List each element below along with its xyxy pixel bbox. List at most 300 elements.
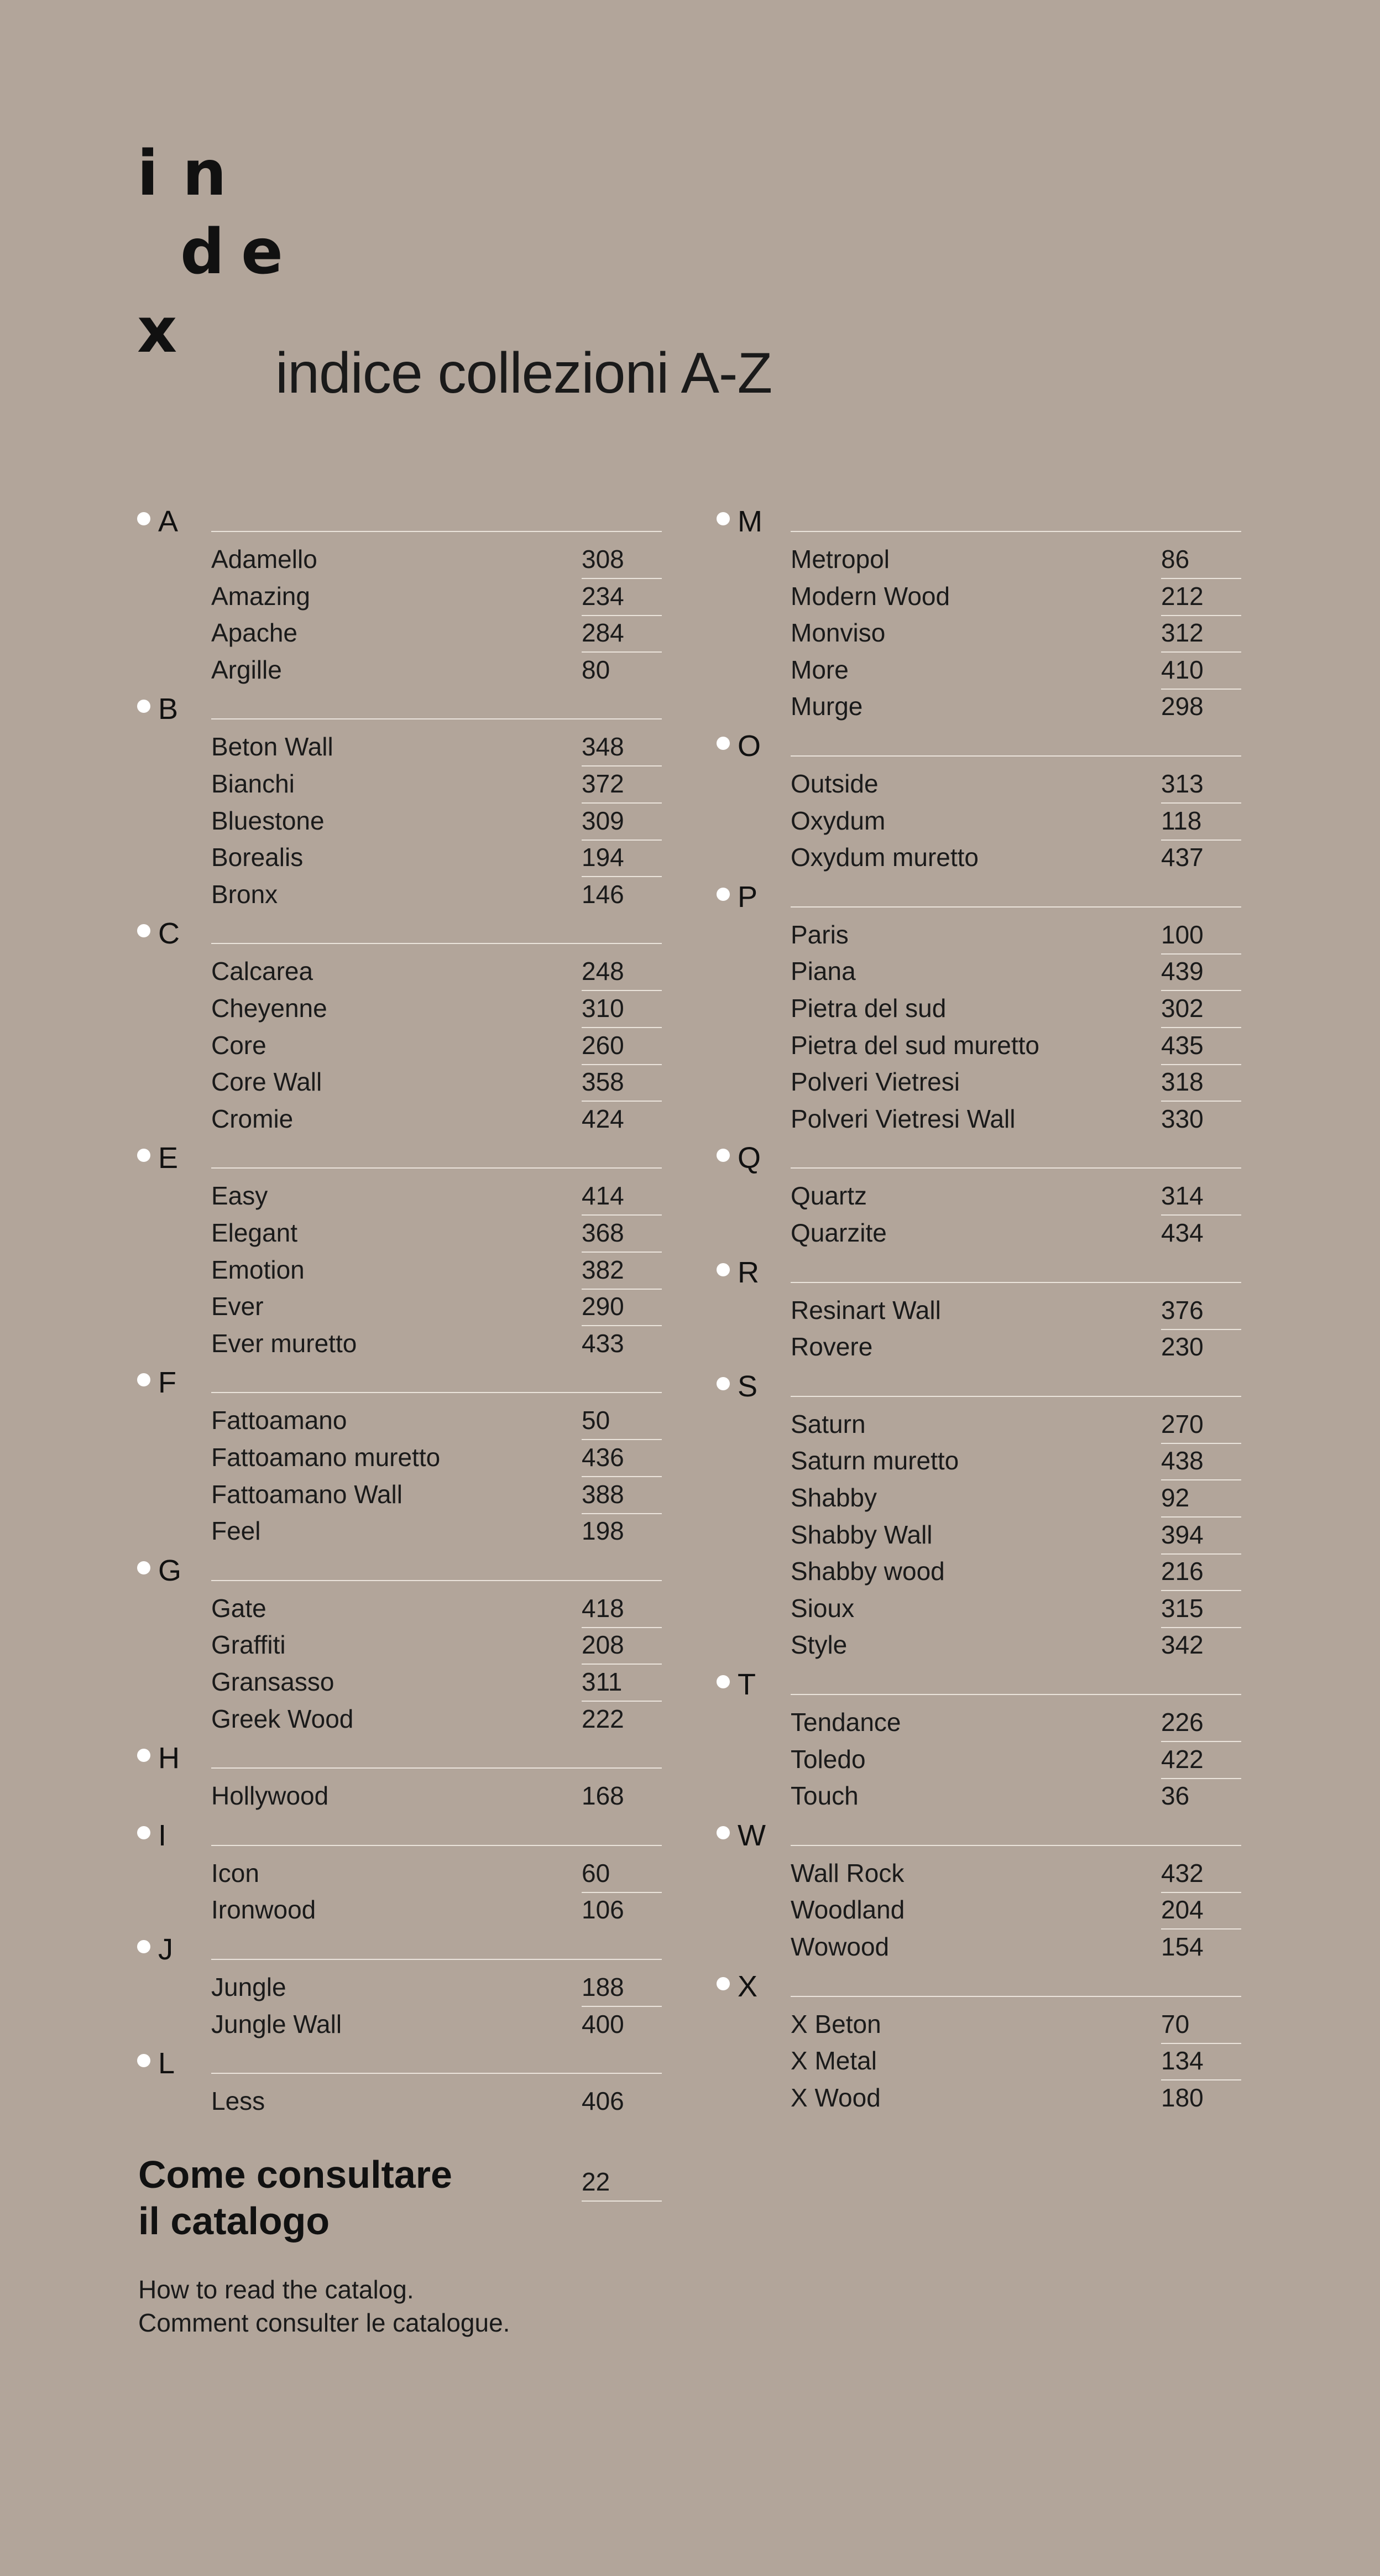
index-entry [791, 1857, 1241, 1894]
entry-name: Jungle [211, 1973, 286, 2001]
section-header [717, 1969, 1241, 2008]
entry-page-number: 376 [1161, 1295, 1204, 1324]
entry-name: Easy [211, 1181, 268, 1211]
entry-page-number: 400 [582, 2009, 624, 2038]
section-header [137, 2046, 662, 2085]
section-header [137, 1932, 662, 1971]
logo-letter-d: d [180, 216, 225, 288]
entry-rule [582, 839, 662, 841]
index-entry [211, 805, 662, 841]
index-entry [791, 1743, 1241, 1780]
entry-name: Argille [211, 655, 282, 684]
section-rule [211, 718, 662, 719]
entry-rule [582, 1214, 662, 1216]
entry-rule [1161, 1443, 1241, 1444]
entry-rule [582, 990, 662, 991]
index-entry [211, 1029, 662, 1066]
entry-page-number: 310 [582, 993, 624, 1023]
entry-name: Resinart Wall [791, 1295, 941, 1324]
entry-name: Bluestone [211, 806, 325, 835]
index-entry [791, 1103, 1241, 1139]
entry-name: Icon [211, 1858, 259, 1887]
index-entry [211, 1290, 662, 1327]
index-entry [211, 1857, 662, 1894]
bullet-dot-icon [137, 1149, 150, 1162]
index-entry [791, 1592, 1241, 1629]
index-entry [791, 1180, 1241, 1216]
index-entry [791, 1331, 1241, 1367]
entry-name: Elegant [211, 1218, 298, 1247]
entry-rule [582, 1252, 662, 1253]
entry-page-number: 100 [1161, 920, 1204, 949]
section-header [137, 504, 662, 543]
section-letter: R [738, 1255, 759, 1289]
bullet-dot-icon [717, 1149, 730, 1162]
section-letter: X [738, 1969, 758, 2003]
section-rule [211, 531, 662, 532]
section-header [717, 504, 1241, 543]
entry-page-number: 315 [1161, 1593, 1204, 1623]
entry-page-number: 418 [582, 1593, 624, 1623]
index-entry [791, 690, 1241, 727]
how-to-read-title-line1: Come consultare [138, 2153, 452, 2196]
index-entry [791, 1029, 1241, 1066]
entry-page-number: 212 [1161, 581, 1204, 611]
entry-page-number: 309 [582, 806, 624, 835]
index-entry [791, 1066, 1241, 1102]
entry-name: Amazing [211, 581, 310, 611]
bullet-dot-icon [717, 888, 730, 901]
entry-page-number: 372 [582, 769, 624, 798]
entry-name: Style [791, 1630, 848, 1660]
section-header [137, 692, 662, 731]
index-entry [791, 654, 1241, 690]
entry-name: Bronx [211, 879, 278, 909]
section-rule [211, 1845, 662, 1846]
index-entry [211, 768, 662, 804]
bullet-dot-icon [137, 2054, 150, 2067]
entry-name: Modern Wood [791, 581, 950, 611]
entry-name: Emotion [211, 1255, 305, 1284]
entry-page-number: 36 [1161, 1781, 1190, 1811]
entry-name: Oxydum muretto [791, 843, 979, 872]
section-rule [211, 1580, 662, 1581]
section-rule [791, 1396, 1241, 1397]
section-header [717, 729, 1241, 768]
entry-name: Oxydum [791, 806, 886, 835]
entry-page-number: 382 [582, 1255, 624, 1284]
index-entry [211, 955, 662, 992]
entry-rule [582, 1439, 662, 1440]
entry-name: Beton Wall [211, 732, 333, 762]
index-entry [211, 1103, 662, 1139]
entry-page-number: 80 [582, 655, 610, 684]
entry-rule [1161, 953, 1241, 955]
index-entry [211, 1180, 662, 1216]
entry-rule [582, 1476, 662, 1477]
entry-page-number: 439 [1161, 957, 1204, 986]
entry-rule [582, 1325, 662, 1326]
entry-rule [1161, 839, 1241, 841]
entry-name: Saturn [791, 1409, 866, 1438]
index-entry [211, 580, 662, 617]
index-entry [791, 1706, 1241, 1743]
section-header [137, 1365, 662, 1404]
entry-rule [582, 1892, 662, 1893]
entry-name: Graffiti [211, 1630, 286, 1660]
index-entry [211, 878, 662, 915]
section-rule [211, 943, 662, 944]
section-letter: W [738, 1818, 766, 1852]
index-entry [791, 1294, 1241, 1331]
entry-page-number: 50 [582, 1406, 610, 1435]
entry-page-number: 134 [1161, 2046, 1204, 2076]
section-header [717, 1369, 1241, 1408]
section-letter: L [158, 2047, 175, 2080]
index-entry [791, 1629, 1241, 1665]
section-header [137, 1553, 662, 1592]
entry-page-number: 146 [582, 879, 624, 909]
entry-name: Touch [791, 1781, 859, 1811]
entry-name: X Wood [791, 2083, 881, 2112]
entry-page-number: 188 [582, 1973, 624, 2001]
index-entry [791, 580, 1241, 617]
entry-page-number: 226 [1161, 1708, 1204, 1737]
entry-page-number: 86 [1161, 545, 1190, 573]
index-entry [211, 654, 662, 690]
how-to-read-title-line2: il catalogo [138, 2199, 330, 2243]
entry-name: Core [211, 1030, 266, 1060]
section-header [137, 1141, 662, 1180]
bullet-dot-icon [717, 1826, 730, 1839]
page-subtitle: indice collezioni A-Z [275, 341, 772, 405]
entry-rule [1161, 578, 1241, 579]
index-entry [791, 2045, 1241, 2081]
index-entry [211, 1780, 662, 1816]
entry-page-number: 368 [582, 1218, 624, 1247]
bullet-dot-icon [137, 1373, 150, 1386]
entry-name: Outside [791, 769, 879, 798]
entry-name: Hollywood [211, 1781, 329, 1811]
index-entry [211, 1217, 662, 1253]
entry-rule [582, 802, 662, 804]
bullet-dot-icon [137, 1749, 150, 1762]
index-entry [791, 1445, 1241, 1481]
entry-page-number: 290 [582, 1292, 624, 1321]
entry-rule [582, 765, 662, 766]
entry-name: Quartz [791, 1181, 867, 1211]
bullet-dot-icon [137, 1940, 150, 1953]
logo-letter-i: i [137, 138, 159, 210]
entry-rule [1161, 1064, 1241, 1065]
section-rule [791, 1282, 1241, 1283]
entry-name: Calcarea [211, 957, 313, 986]
entry-name: Apache [211, 618, 298, 648]
section-rule [791, 906, 1241, 908]
entry-page-number: 208 [582, 1630, 624, 1660]
section-letter: C [158, 917, 180, 951]
section-header [717, 1255, 1241, 1294]
entry-name: Wowood [791, 1932, 890, 1961]
entry-name: Paris [791, 920, 849, 949]
entry-rule [582, 876, 662, 877]
section-header [137, 1818, 662, 1857]
index-entry [211, 1515, 662, 1551]
entry-rule [582, 1513, 662, 1514]
entry-name: Bianchi [211, 769, 295, 798]
index-entry [211, 1441, 662, 1478]
entry-page-number: 330 [1161, 1104, 1204, 1133]
section-rule [791, 1845, 1241, 1846]
entry-page-number: 436 [582, 1442, 624, 1472]
entry-page-number: 222 [582, 1704, 624, 1733]
entry-name: Borealis [211, 843, 304, 872]
section-letter: J [158, 1933, 173, 1966]
index-entry [791, 992, 1241, 1029]
index-entry [211, 1894, 662, 1930]
bullet-dot-icon [717, 1977, 730, 1990]
index-entry [211, 1971, 662, 2007]
section-header [717, 1667, 1241, 1706]
index-entry [791, 1931, 1241, 1967]
entry-name: More [791, 655, 849, 684]
index-entry [791, 955, 1241, 992]
entry-rule [582, 1064, 662, 1065]
entry-rule [1161, 1590, 1241, 1591]
index-entry [211, 617, 662, 653]
index-entry [791, 1780, 1241, 1816]
entry-page-number: 308 [582, 545, 624, 573]
entry-page-number: 348 [582, 732, 624, 762]
entry-name: Core Wall [211, 1067, 322, 1097]
entry-rule [1161, 1329, 1241, 1330]
index-entry [791, 2008, 1241, 2045]
entry-name: Ever [211, 1292, 264, 1321]
entry-rule [1161, 1928, 1241, 1930]
index-entry [211, 2085, 662, 2121]
entry-rule [1161, 651, 1241, 653]
index-entry [211, 841, 662, 878]
entry-name: Adamello [211, 545, 317, 573]
how-to-read-rule [582, 2200, 662, 2202]
entry-name: Cromie [211, 1104, 294, 1133]
entry-rule [1161, 689, 1241, 690]
entry-rule [1161, 1778, 1241, 1779]
entry-page-number: 204 [1161, 1895, 1204, 1925]
section-rule [791, 1167, 1241, 1169]
index-entry [791, 543, 1241, 580]
section-letter: P [738, 880, 758, 914]
entry-page-number: 437 [1161, 843, 1204, 872]
entry-name: Tendance [791, 1708, 901, 1737]
entry-page-number: 314 [1161, 1181, 1204, 1211]
index-entry [211, 1478, 662, 1515]
section-letter: S [738, 1369, 758, 1403]
index-entry [211, 1404, 662, 1441]
section-header [717, 880, 1241, 919]
entry-name: Polveri Vietresi [791, 1067, 960, 1097]
section-rule [211, 2073, 662, 2074]
section-rule [791, 755, 1241, 757]
index-entry [791, 919, 1241, 955]
section-header [137, 916, 662, 955]
bullet-dot-icon [137, 924, 150, 937]
entry-page-number: 154 [1161, 1932, 1204, 1961]
entry-rule [1161, 1741, 1241, 1742]
entry-rule [1161, 2079, 1241, 2080]
entry-name: Rovere [791, 1332, 873, 1362]
entry-page-number: 234 [582, 581, 624, 611]
entry-page-number: 248 [582, 957, 624, 986]
entry-page-number: 438 [1161, 1446, 1204, 1475]
entry-page-number: 260 [582, 1030, 624, 1060]
entry-rule [582, 1027, 662, 1028]
entry-name: Monviso [791, 618, 886, 648]
index-entry [211, 1066, 662, 1102]
section-header [137, 1741, 662, 1780]
section-rule [211, 1392, 662, 1393]
entry-name: Gransasso [211, 1667, 334, 1696]
section-header [717, 1141, 1241, 1180]
logo-letter-n: n [182, 138, 227, 210]
entry-rule [1161, 1027, 1241, 1028]
entry-name: Pietra del sud [791, 993, 947, 1023]
entry-rule [1161, 1892, 1241, 1893]
index-entry [791, 1555, 1241, 1592]
entry-page-number: 60 [582, 1858, 610, 1887]
entry-name: Fattoamano Wall [211, 1479, 402, 1509]
how-to-read-page-number: 22 [582, 2167, 610, 2196]
bullet-dot-icon [717, 1377, 730, 1390]
entry-rule [1161, 2043, 1241, 2044]
entry-name: Ever muretto [211, 1328, 357, 1358]
index-entry [791, 1519, 1241, 1555]
entry-page-number: 422 [1161, 1744, 1204, 1774]
entry-rule [1161, 615, 1241, 616]
entry-page-number: 414 [582, 1181, 624, 1211]
entry-rule [582, 578, 662, 579]
entry-name: Pietra del sud muretto [791, 1030, 1040, 1060]
index-entry [791, 805, 1241, 841]
bullet-dot-icon [717, 737, 730, 750]
section-rule [211, 1767, 662, 1769]
bullet-dot-icon [717, 1675, 730, 1688]
entry-page-number: 270 [1161, 1409, 1204, 1438]
section-letter: E [158, 1141, 179, 1175]
entry-page-number: 435 [1161, 1030, 1204, 1060]
bullet-dot-icon [137, 1561, 150, 1574]
entry-page-number: 284 [582, 618, 624, 648]
index-entry [791, 2082, 1241, 2118]
entry-page-number: 388 [582, 1479, 624, 1509]
index-entry [211, 1629, 662, 1665]
index-entry [211, 731, 662, 767]
section-letter: T [738, 1668, 756, 1701]
entry-name: Shabby Wall [791, 1520, 933, 1549]
index-entry [791, 1894, 1241, 1930]
entry-page-number: 302 [1161, 993, 1204, 1023]
section-rule [211, 1959, 662, 1960]
entry-page-number: 342 [1161, 1630, 1204, 1660]
entry-page-number: 106 [582, 1895, 624, 1925]
entry-name: Sioux [791, 1593, 855, 1623]
entry-rule [1161, 1516, 1241, 1518]
entry-page-number: 406 [582, 2087, 624, 2116]
section-letter: O [738, 729, 761, 763]
index-entry [211, 1592, 662, 1629]
entry-rule [1161, 990, 1241, 991]
bullet-dot-icon [137, 1826, 150, 1839]
index-entry [211, 1254, 662, 1290]
entry-page-number: 313 [1161, 769, 1204, 798]
index-entry [211, 992, 662, 1029]
entry-name: Polveri Vietresi Wall [791, 1104, 1016, 1133]
entry-rule [1161, 1101, 1241, 1102]
section-letter: H [158, 1741, 180, 1775]
entry-page-number: 394 [1161, 1520, 1204, 1549]
section-letter: A [158, 505, 179, 538]
entry-page-number: 92 [1161, 1483, 1190, 1512]
how-to-read-title [138, 2151, 525, 2244]
index-entry [211, 1703, 662, 1739]
section-rule [791, 1694, 1241, 1695]
index-entry [211, 1327, 662, 1364]
entry-name: Ironwood [211, 1895, 316, 1925]
section-header [717, 1818, 1241, 1857]
index-entry [791, 1482, 1241, 1518]
bullet-dot-icon [717, 512, 730, 525]
entry-page-number: 194 [582, 843, 624, 872]
entry-name: Quarzite [791, 1218, 887, 1247]
entry-name: Piana [791, 957, 856, 986]
entry-rule [1161, 1627, 1241, 1628]
entry-name: Gate [211, 1593, 266, 1623]
entry-rule [582, 2006, 662, 2007]
index-entry [211, 1666, 662, 1702]
entry-name: Metropol [791, 545, 890, 573]
entry-page-number: 298 [1161, 692, 1204, 721]
section-letter: M [738, 505, 762, 538]
entry-name: Greek Wood [211, 1704, 354, 1733]
entry-page-number: 168 [582, 1781, 624, 1811]
entry-rule [582, 1701, 662, 1702]
section-letter: I [158, 1818, 167, 1852]
entry-page-number: 432 [1161, 1858, 1204, 1887]
bullet-dot-icon [137, 700, 150, 713]
entry-page-number: 311 [582, 1667, 623, 1696]
index-entry [791, 768, 1241, 804]
entry-name: Fattoamano [211, 1406, 347, 1435]
entry-name: Toledo [791, 1744, 866, 1774]
entry-page-number: 318 [1161, 1067, 1204, 1097]
entry-rule [1161, 802, 1241, 804]
section-letter: Q [738, 1141, 761, 1175]
index-entry [791, 1217, 1241, 1253]
entry-name: Shabby [791, 1483, 877, 1512]
bullet-dot-icon [717, 1263, 730, 1276]
entry-name: Cheyenne [211, 993, 327, 1023]
entry-name: Jungle Wall [211, 2009, 342, 2038]
bullet-dot-icon [137, 512, 150, 525]
entry-name: Feel [211, 1516, 261, 1546]
entry-page-number: 216 [1161, 1557, 1204, 1586]
entry-page-number: 434 [1161, 1218, 1204, 1247]
entry-name: Less [211, 2087, 265, 2116]
entry-page-number: 118 [1161, 806, 1202, 835]
entry-name: Wall Rock [791, 1858, 905, 1887]
entry-page-number: 312 [1161, 618, 1204, 648]
entry-page-number: 358 [582, 1067, 624, 1097]
